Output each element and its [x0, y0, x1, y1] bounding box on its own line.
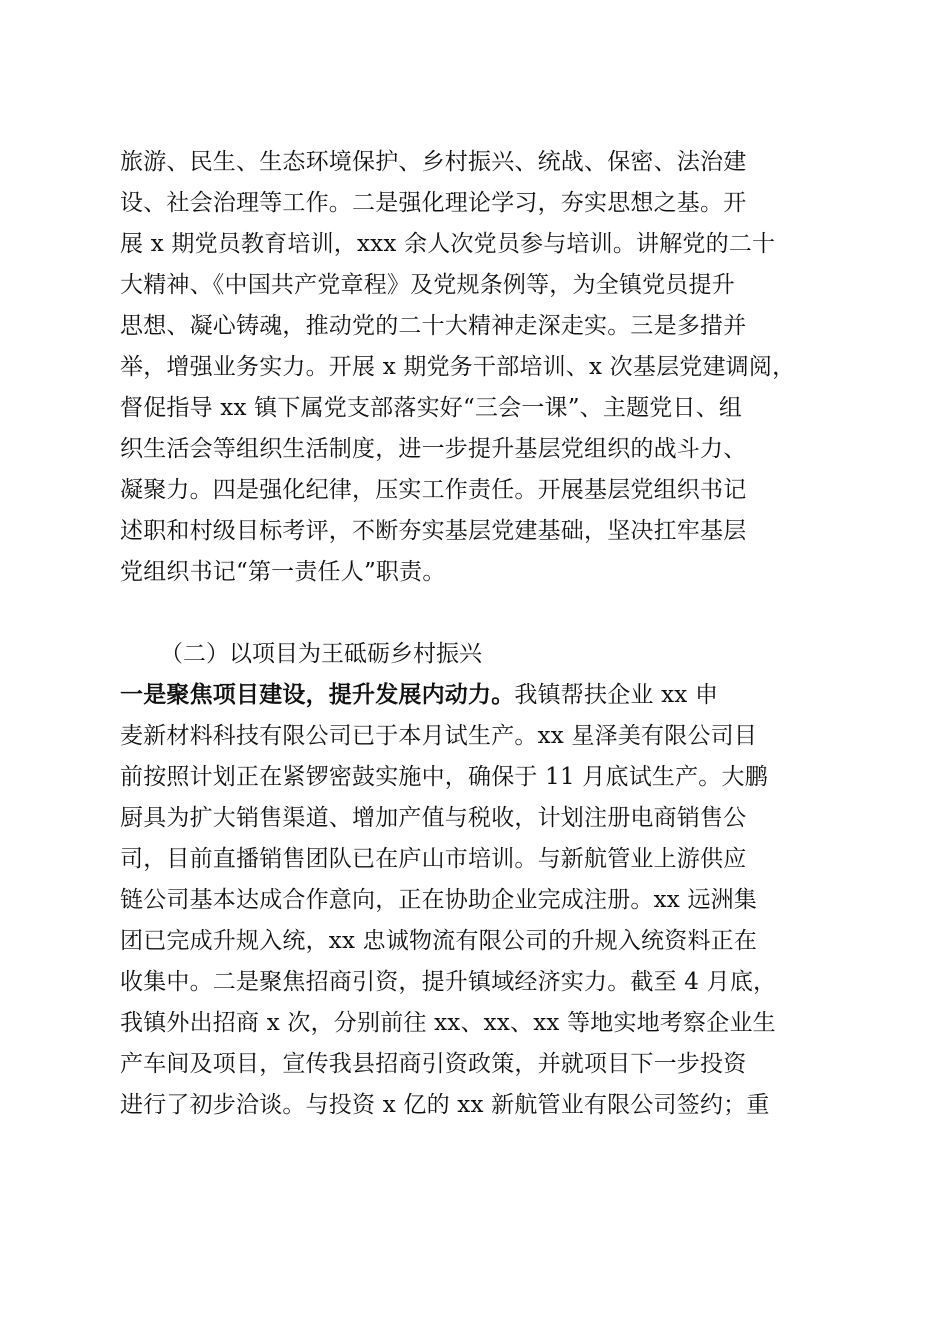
body-line: 展 x 期党员教育培训，xxx 余人次党员参与培训。讲解党的二十 — [120, 231, 776, 257]
body-line: 督促指导 xx 镇下属党支部落实好“三会一课”、主题党日、组 — [120, 395, 743, 421]
body-line: 举，增强业务实力。开展 x 期党务干部培训、x 次基层党建调阅， — [120, 354, 796, 380]
lead-continuation: 我镇帮扶企业 xx 申 — [514, 682, 719, 708]
body-line: 团已完成升规入统，xx 忠诚物流有限公司的升规入统资料正在 — [120, 928, 758, 954]
body-line: 收集中。二是聚焦招商引资，提升镇域经济实力。截至 4 月底， — [120, 969, 777, 995]
body-line: 厨具为扩大销售渠道、增加产值与税收，计划注册电商销售公 — [120, 805, 747, 831]
body-line: 链公司基本达成合作意向，正在协助企业完成注册。xx 远洲集 — [120, 887, 758, 913]
body-line: 进行了初步洽谈。与投资 x 亿的 xx 新航管业有限公司签约；重 — [120, 1092, 770, 1118]
section-2-body — [120, 675, 832, 1126]
body-line: 我镇外出招商 x 次，分别前往 xx、xx、xx 等地实地考察企业生 — [120, 1010, 776, 1036]
body-line: 产车间及项目，宣传我县招商引资政策，并就项目下一步投资 — [120, 1051, 747, 1077]
body-line: 述职和村级目标考评，不断夯实基层党建基础，坚决扛牢基层 — [120, 518, 747, 544]
body-line: 党组织书记“第一责任人”职责。 — [120, 559, 446, 585]
body-line: 旅游、民生、生态环境保护、乡村振兴、统战、保密、法治建 — [120, 149, 747, 175]
body-line: 思想、凝心铸魂，推动党的二十大精神走深走实。三是多措并 — [120, 313, 747, 339]
body-line: 设、社会治理等工作。二是强化理论学习，夯实思想之基。开 — [120, 190, 747, 216]
lead-sentence: 一是聚焦项目建设，提升发展内动力。 — [120, 682, 515, 708]
body-line: 凝聚力。四是强化纪律，压实工作责任。开展基层党组织书记 — [120, 477, 747, 503]
body-line: 织生活会等组织生活制度，进一步提升基层党组织的战斗力、 — [120, 436, 747, 462]
section-2-heading: （二）以项目为王砥砺乡村振兴 — [160, 641, 482, 667]
section-1-body — [120, 142, 832, 593]
body-line-first — [120, 675, 832, 716]
body-line: 司，目前直播销售团队已在庐山市培训。与新航管业上游供应 — [120, 846, 747, 872]
body-line: 大精神、《中国共产党章程》及党规条例等，为全镇党员提升 — [120, 272, 735, 298]
body-line: 前按照计划正在紧锣密鼓实施中，确保于 11 月底试生产。大鹏 — [120, 764, 768, 790]
body-line: 麦新材料科技有限公司已于本月试生产。xx 星泽美有限公司目 — [120, 723, 758, 749]
